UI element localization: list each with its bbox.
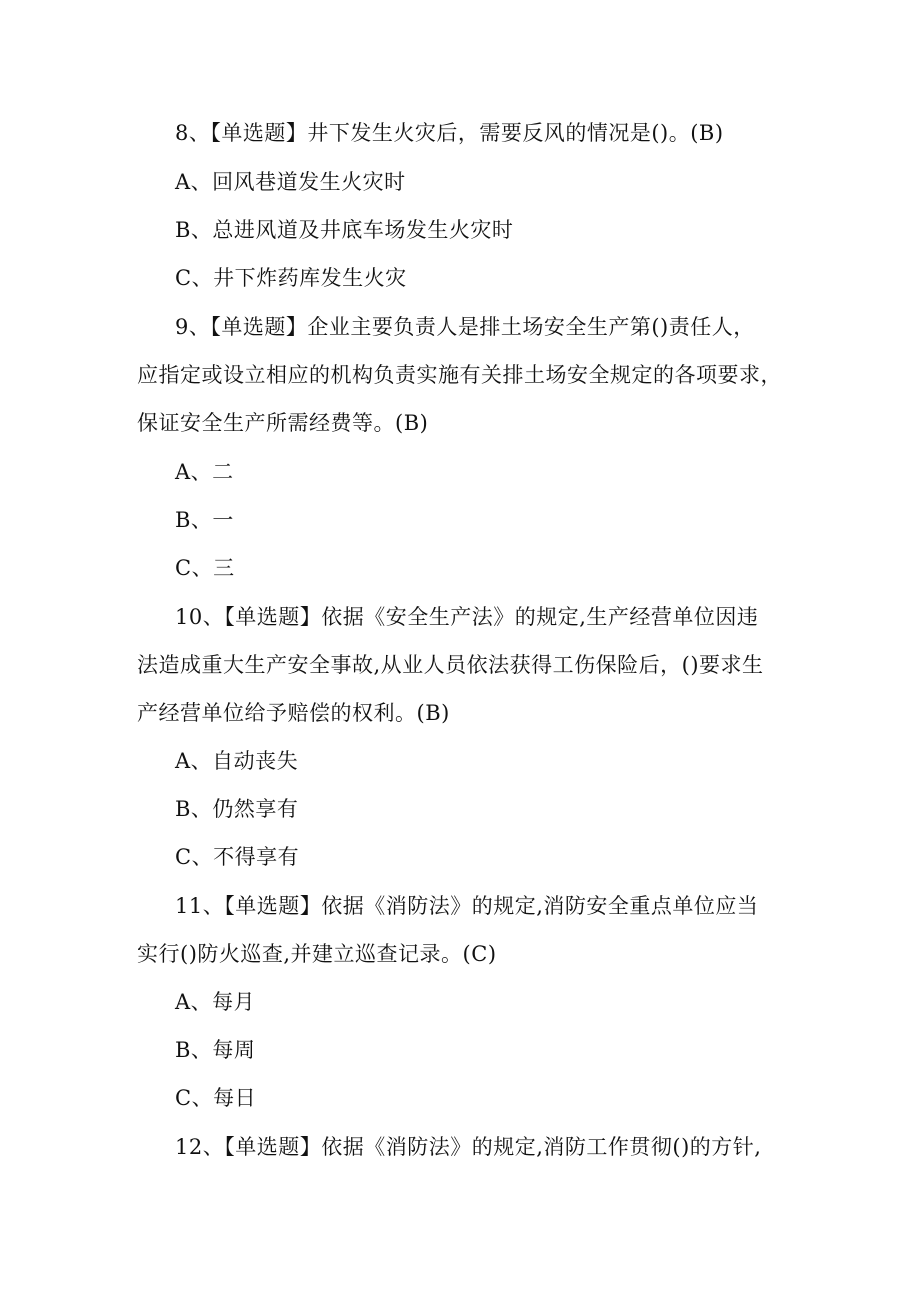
question-10-option-c: C、不得享有 [175, 845, 300, 869]
question-10-option-b: B、仍然享有 [175, 797, 299, 821]
question-11-option-c: C、每日 [175, 1086, 257, 1110]
question-9-option-c: C、三 [175, 556, 235, 580]
question-9-text-line-1: 9、【单选题】企业主要负责人是排土场安全生产第()责任人， [175, 315, 755, 339]
question-8-option-b: B、总进风道及井底车场发生火灾时 [175, 218, 514, 242]
question-10-text-line-2: 法造成重大生产安全事故,从业人员依法获得工伤保险后，()要求生 [137, 653, 764, 677]
question-9-option-a: A、二 [175, 460, 234, 484]
question-8-text: 8、【单选题】井下发生火灾后，需要反风的情况是()。(B) [175, 121, 724, 145]
question-9-option-b: B、一 [175, 508, 234, 532]
question-11-option-a: A、每月 [175, 990, 256, 1014]
question-10-option-a: A、自动丧失 [175, 749, 299, 773]
question-11-text-line-2: 实行()防火巡查,并建立巡查记录。(C) [137, 942, 497, 966]
question-9-text-line-2: 应指定或设立相应的机构负责实施有关排土场安全规定的各项要求， [137, 363, 782, 387]
question-11-option-b: B、每周 [175, 1038, 256, 1062]
question-8-option-a: A、回风巷道发生火灾时 [175, 170, 406, 194]
question-10-text-line-3: 产经营单位给予赔偿的权利。(B) [137, 701, 450, 725]
question-10-text-line-1: 10、【单选题】依据《安全生产法》的规定,生产经营单位因违 [175, 605, 759, 629]
question-8-option-c: C、井下炸药库发生火灾 [175, 266, 407, 290]
question-11-text-line-1: 11、【单选题】依据《消防法》的规定,消防安全重点单位应当 [175, 894, 759, 918]
question-9-text-line-3: 保证安全生产所需经费等。(B) [137, 411, 429, 435]
question-12-text-line-1: 12、【单选题】依据《消防法》的规定,消防工作贯彻()的方针, [175, 1135, 762, 1159]
